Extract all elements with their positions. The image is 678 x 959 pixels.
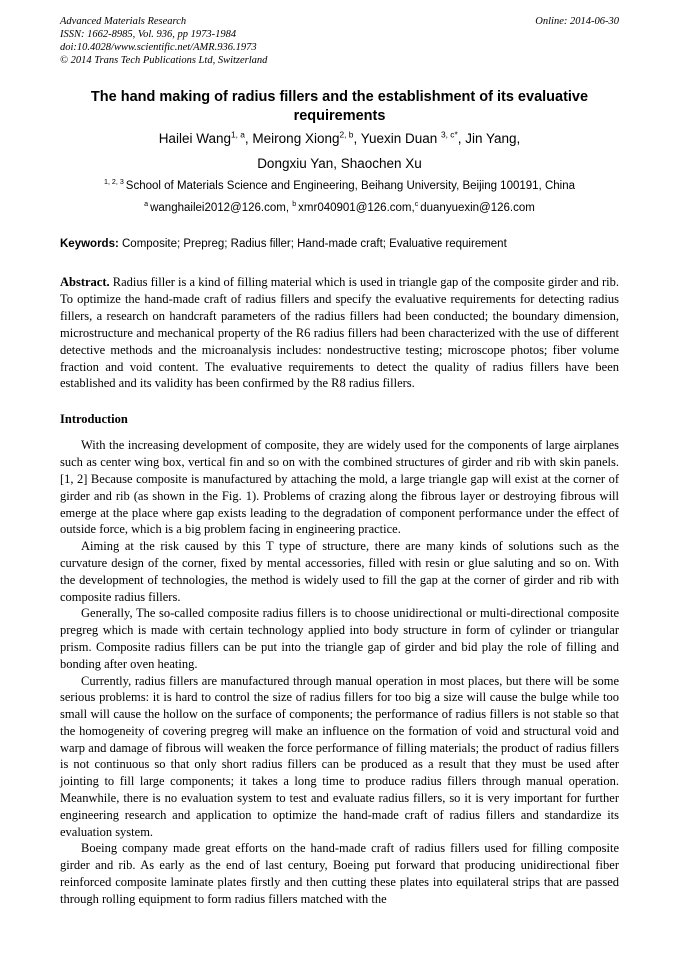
- page-title: The hand making of radius fillers and the establishment of its evaluative requirements: [90, 89, 589, 124]
- doi-line: doi:10.4028/www.scientific.net/AMR.936.1973: [60, 42, 257, 53]
- intro-paragraph-2: Aiming at the risk caused by this T type of structure, there are many kinds of solutions such as the curvature design of the corner, fixed by mental accessories, filled with resin or glue saluting and so on. With the development of technologies, the method is widely used to fill the gap at the corner of girder and rib with composite radius fillers.: [60, 539, 619, 604]
- intro-paragraph-4: Currently, radius fillers are manufactured through manual operation in most places, but there will be some serious problems: it is hard to control the size of radius fillers for too big a size will cause the bulge while too small will cause the hollow on the surface of components; the performance of radius fillers is not stable so that the homogeneity of covering pregreg will make an influence on the formation of void and structural void and warp and damage of fibrous will weaken the force performance of filling materials; the product of radius fillers is not continuous so that only short radius fillers can be produced as a result that they must be used after jointing to fill large components; it takes a long time to produce radius fillers through manual operation. Meanwhile, there is no evaluation system to test and evaluate radius fillers, so it is very important for further engineering research and application to optimize the hand-made craft of radius fillers and standardize its evaluation system.: [60, 673, 619, 839]
- intro-paragraph-5: Boeing company made great efforts on the hand-made craft of radius fillers used for filling composite girder and rib. As early as the end of last century, Boeing put forward that producing unidirectional fiber reinforced composite laminate plates firstly and then cutting these plates into equilateral strips that are passed through rolling equipment to form radius fillers matched with the: [60, 841, 619, 906]
- issn-volume-line: ISSN: 1662-8985, Vol. 936, pp 1973-1984: [60, 29, 237, 40]
- abstract-label: Abstract.: [60, 275, 110, 289]
- authors-line-1: Hailei Wang$^{1, a}$, Meirong Xiong$^{2, b}$, Yuexin Duan $^{3, c*}$, Jin Yang,: [158, 129, 521, 146]
- online-date: Online: 2014-06-30: [535, 16, 619, 27]
- keywords-label: Keywords:: [60, 238, 119, 250]
- section-heading-introduction: Introduction: [60, 412, 128, 427]
- affiliation-line: $^{1, 2, 3}$ School of Materials Science and Engineering, Beihang University, Beijing 100191, China: [104, 178, 575, 192]
- journal-info-block: [60, 15, 267, 67]
- authors-line-2: Dongxiu Yan, Shaochen Xu: [257, 156, 422, 171]
- abstract-text: Radius filler is a kind of filling material which is used in triangle gap of the composite girder and rib. To optimize the hand-made craft of radius fillers and specify the evaluative requirements for detecting radius fillers, a research on handcraft parameters of the radius fillers had been conducted; the boundary dimension, microstructure and mechanical property of the R6 radius fillers had been characterized with the use of different detective methods and the microanalysis includes: nondestructive testing; microscope photos; fiber volume fraction and void content. The evaluative requirements to detect the quality of radius fillers have been established and its validity has been confirmed by the R8 radius fillers.: [60, 275, 619, 391]
- abstract-paragraph: [60, 274, 619, 392]
- copyright-line: © 2014 Trans Tech Publications Ltd, Switzerland: [60, 55, 268, 66]
- running-head: [60, 15, 619, 67]
- author-emails-line: $^a$ wanghailei2012@126.com, $^b$ xmr040901@126.com,$^c$ duanyuexin@126.com: [144, 200, 535, 214]
- keywords-text: Composite; Prepreg; Radius filler; Hand-made craft; Evaluative requirement: [118, 238, 507, 250]
- intro-paragraph-1: With the increasing development of composite, they are widely used for the components of large airplanes such as center wing box, vertical fin and so on with the combined structures of girder and rib with skin panels. [1, 2] Because composite is manufactured by attaching the mold, a large triangle gap will exist at the corner of girder and rib (as shown in the Fig. 1). Problems of crazing along the fibrous layer or destroying fibrous will emerge at the place where gap exists leading to the degradation of component performance under the effect of outside force, which is a big problem facing in engineering practice.: [60, 438, 619, 537]
- keywords-line: [60, 237, 619, 252]
- journal-name: Advanced Materials Research: [60, 16, 187, 27]
- intro-paragraph-3: Generally, The so-called composite radius fillers is to choose unidirectional or multi-directional composite pregreg which is made with certain technology applied into body structure in form of cylinder or triangular prism. Composite radius fillers can be put into the triangle gap of girder and bid play the role of filling and bonding after oven heating.: [60, 606, 619, 671]
